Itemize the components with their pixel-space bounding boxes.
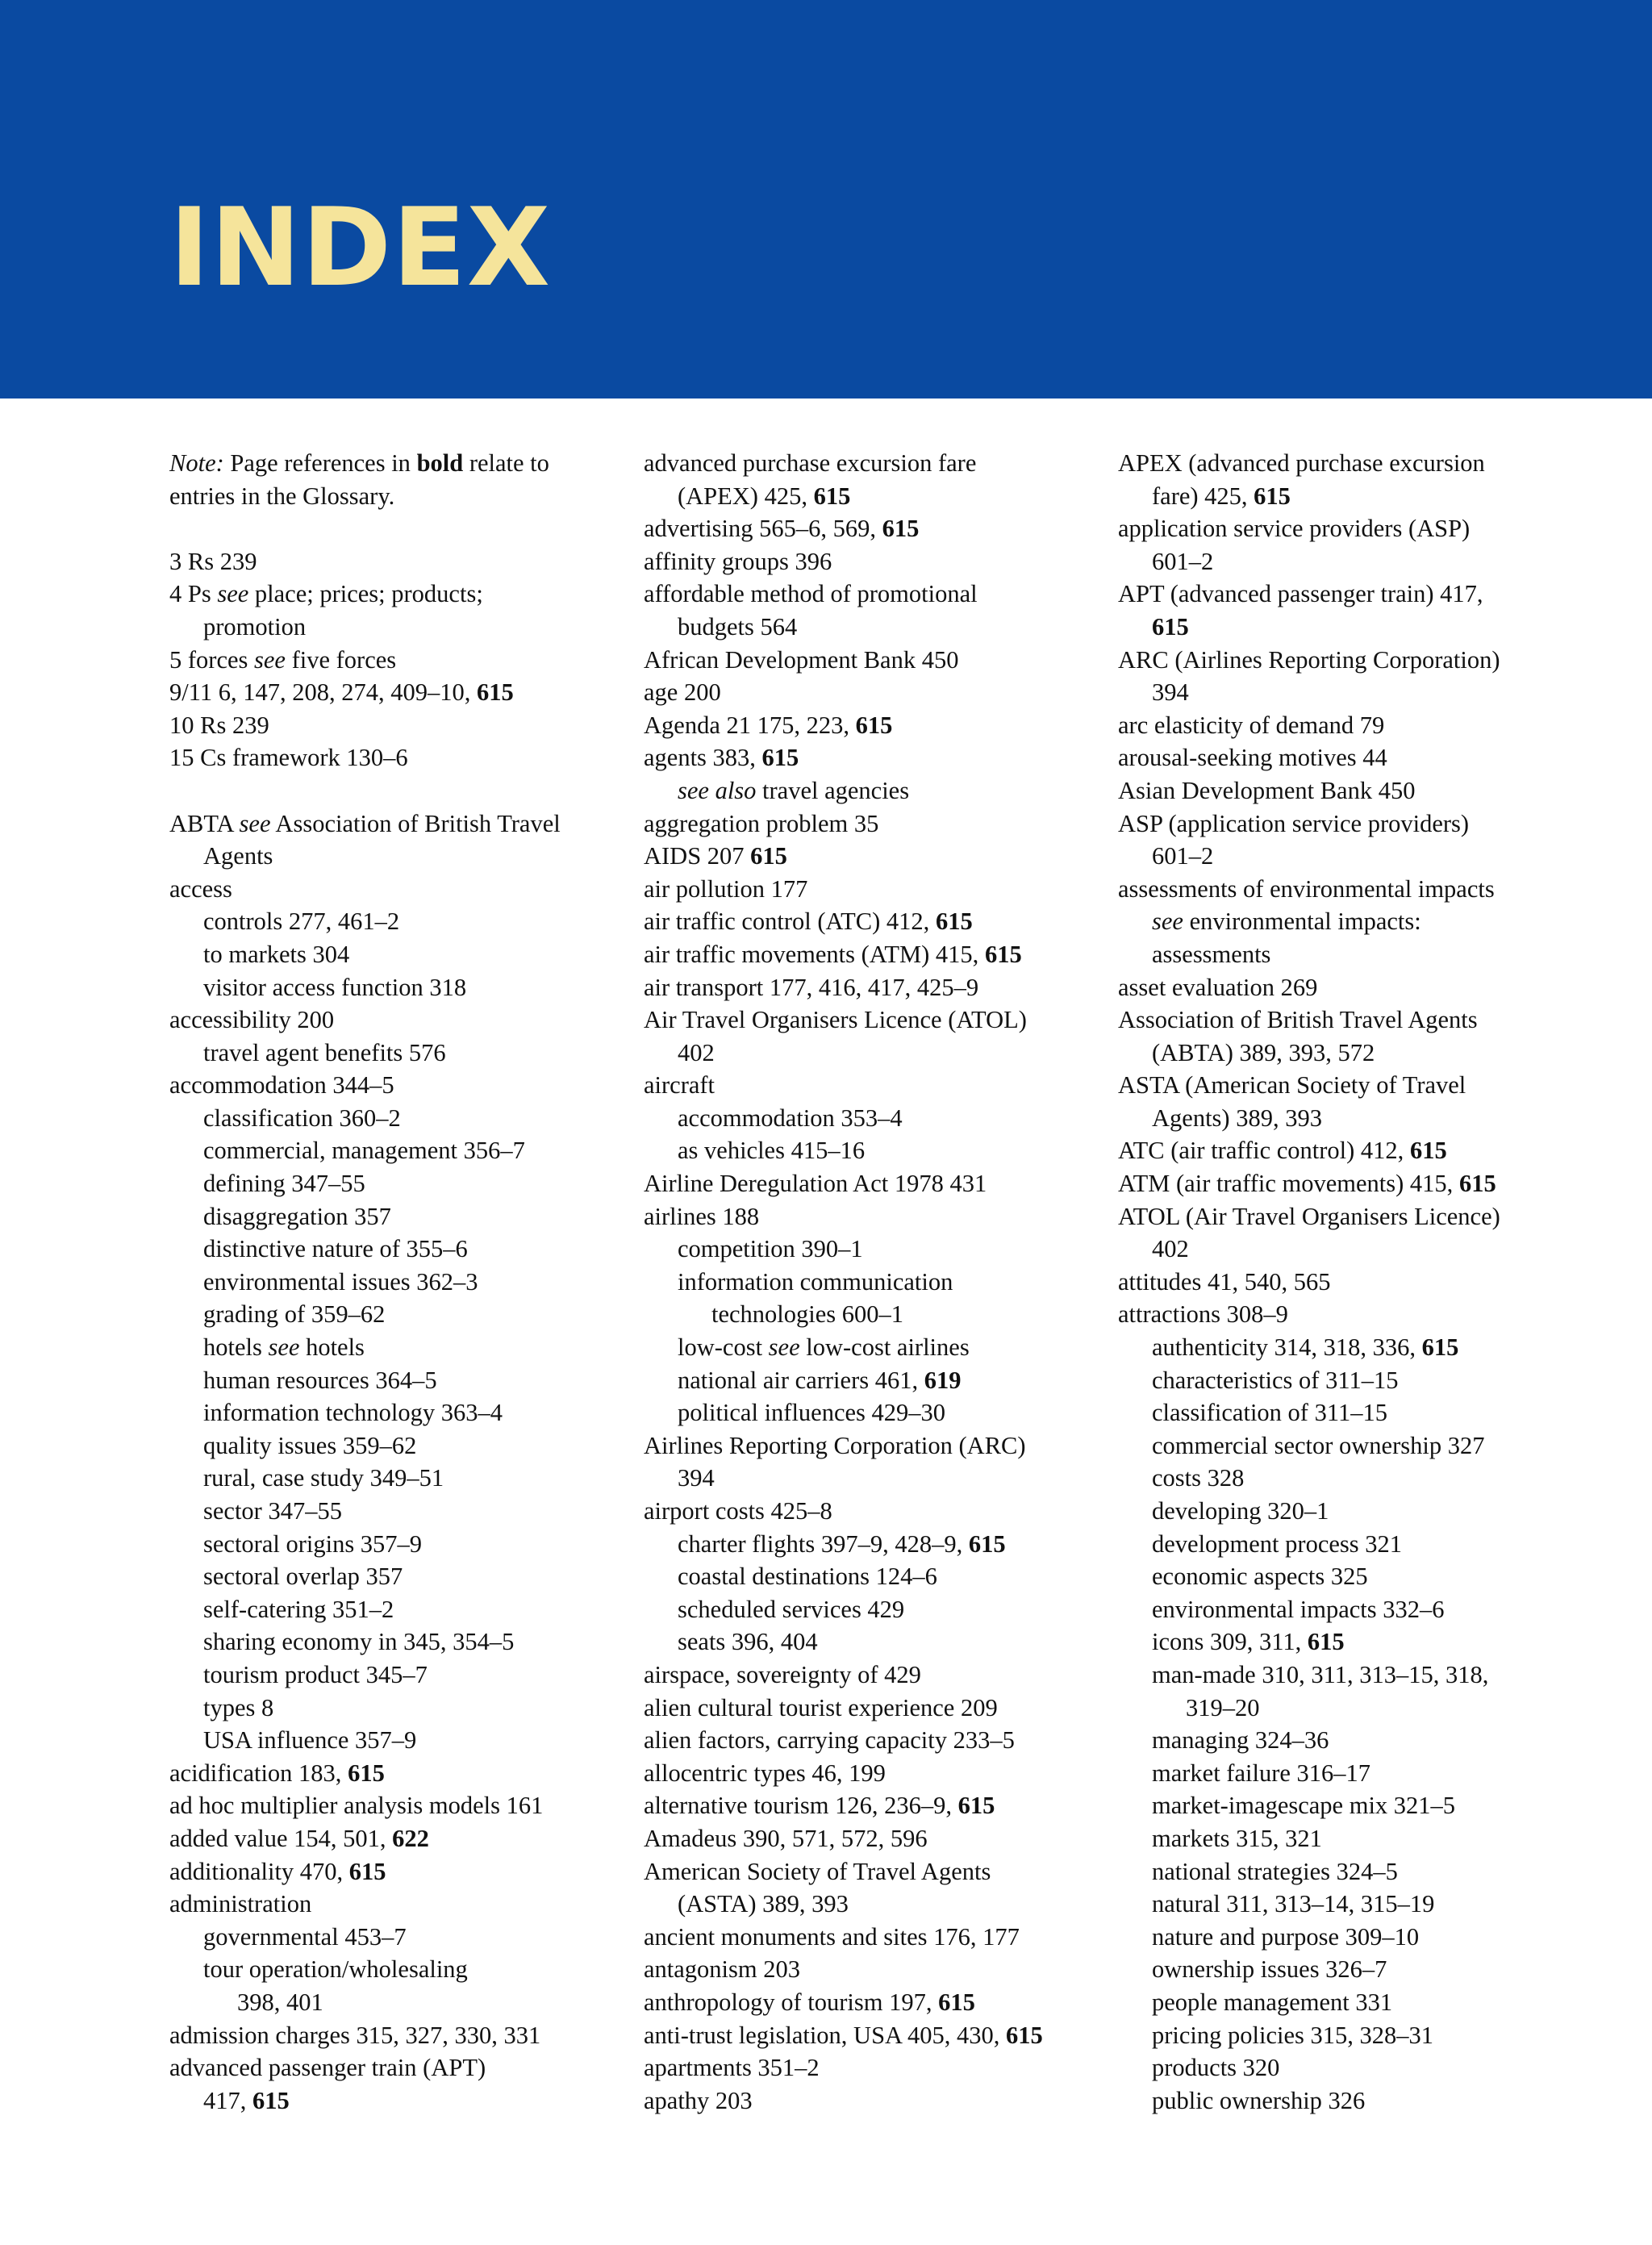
index-subentry bbox=[644, 480, 1095, 513]
index-subentry: seats 396, 404 bbox=[678, 1628, 818, 1656]
index-subentry: sectoral overlap 357 bbox=[203, 1563, 403, 1591]
note-text: Page references in bbox=[223, 449, 417, 477]
cross-reference: see bbox=[768, 1333, 800, 1362]
index-subentry: competition 390–1 bbox=[678, 1235, 863, 1263]
entry-text: fare) 425, bbox=[1152, 482, 1254, 510]
index-subentry: managing 324–36 bbox=[1152, 1726, 1329, 1755]
index-entry bbox=[169, 1855, 621, 1888]
index-entry: APEX (advanced purchase excursion bbox=[1118, 449, 1485, 477]
spacer bbox=[169, 774, 621, 807]
index-entry bbox=[169, 578, 621, 611]
index-entry: air pollution 177 bbox=[644, 874, 808, 903]
index-subentry: development process 321 bbox=[1152, 1529, 1403, 1558]
index-entry: Amadeus 390, 571, 572, 596 bbox=[644, 1824, 928, 1852]
index-entry: airport costs 425–8 bbox=[644, 1497, 832, 1525]
entry-text: travel agencies bbox=[756, 776, 910, 804]
index-subentry: to markets 304 bbox=[203, 940, 350, 968]
index-subentry: political influences 429–30 bbox=[678, 1399, 946, 1427]
cross-reference: see bbox=[254, 645, 286, 674]
index-subentry: sectoral origins 357–9 bbox=[203, 1529, 423, 1558]
entry-text: agents 383, bbox=[644, 744, 762, 772]
note-line bbox=[169, 447, 621, 480]
index-entry: airlines 188 bbox=[644, 1202, 760, 1230]
glossary-page-ref: 615 bbox=[1006, 2021, 1043, 2049]
index-entry: ATOL (Air Travel Organisers Licence) bbox=[1118, 1202, 1500, 1230]
glossary-page-ref: 615 bbox=[348, 1857, 386, 1885]
glossary-page-ref: 615 bbox=[984, 940, 1022, 968]
entry-text: charter flights 397–9, 428–9, bbox=[678, 1529, 969, 1558]
index-subentry: technologies 600–1 bbox=[711, 1300, 904, 1329]
index-entry: ancient monuments and sites 176, 177 bbox=[644, 1922, 1020, 1951]
index-subentry: environmental issues 362–3 bbox=[203, 1267, 478, 1296]
index-entry: administration bbox=[169, 1890, 312, 1918]
index-subentry: Agents) 389, 393 bbox=[1152, 1104, 1322, 1132]
index-entry bbox=[644, 938, 1095, 971]
entry-text: additionality 470, bbox=[169, 1857, 349, 1885]
index-entry bbox=[1118, 1134, 1570, 1167]
index-subentry: man-made 310, 311, 313–15, 318, bbox=[1152, 1660, 1489, 1688]
glossary-page-ref: 615 bbox=[1421, 1333, 1459, 1362]
index-subentry: 402 bbox=[678, 1038, 715, 1066]
index-entry: accessibility 200 bbox=[169, 1006, 335, 1034]
index-entry bbox=[644, 741, 1095, 774]
index-entry: alien cultural tourist experience 209 bbox=[644, 1693, 998, 1721]
index-entry bbox=[169, 1757, 621, 1790]
glossary-page-ref: 622 bbox=[392, 1824, 429, 1852]
glossary-page-ref: 615 bbox=[1254, 482, 1291, 510]
index-column-1 bbox=[169, 447, 621, 2117]
entry-text: advertising 565–6, 569, bbox=[644, 515, 882, 543]
index-subentry bbox=[1118, 1625, 1570, 1659]
index-entry: arousal-seeking motives 44 bbox=[1118, 744, 1387, 772]
glossary-page-ref: 615 bbox=[813, 482, 851, 510]
index-entry bbox=[644, 2019, 1095, 2052]
glossary-page-ref: 615 bbox=[935, 908, 973, 936]
entry-text: 417, bbox=[203, 2086, 252, 2114]
cross-reference: see bbox=[1152, 908, 1183, 936]
entry-text: anti-trust legislation, USA 405, 430, bbox=[644, 2021, 1007, 2049]
index-entry bbox=[1118, 1167, 1570, 1200]
index-entries bbox=[1118, 447, 1570, 2117]
index-entry: Association of British Travel Agents bbox=[1118, 1006, 1478, 1034]
entry-text: Agenda 21 175, 223, bbox=[644, 711, 856, 739]
index-subentry: coastal destinations 124–6 bbox=[678, 1563, 937, 1591]
index-entry: antagonism 203 bbox=[644, 1955, 800, 1984]
index-subentry: market-imagescape mix 321–5 bbox=[1152, 1792, 1456, 1820]
entry-text: Association of British Travel bbox=[270, 809, 561, 837]
index-entry bbox=[644, 709, 1095, 742]
index-entry: allocentric types 46, 199 bbox=[644, 1759, 886, 1787]
index-subentry: market failure 316–17 bbox=[1152, 1759, 1371, 1787]
index-subentry: sharing economy in 345, 354–5 bbox=[203, 1628, 515, 1656]
index-entry bbox=[169, 676, 621, 709]
entry-text: 4 Ps bbox=[169, 580, 218, 608]
entry-text: authenticity 314, 318, 336, bbox=[1152, 1333, 1422, 1362]
spacer bbox=[169, 512, 621, 545]
index-entry: 3 Rs 239 bbox=[169, 547, 257, 575]
note-bold-word: bold bbox=[416, 449, 464, 477]
index-subentry: information technology 363–4 bbox=[203, 1399, 503, 1427]
index-entry: Air Travel Organisers Licence (ATOL) bbox=[644, 1006, 1027, 1034]
glossary-page-ref: 615 bbox=[938, 1988, 975, 2016]
note-label: Note: bbox=[169, 449, 224, 477]
entry-text: hotels bbox=[299, 1333, 365, 1362]
glossary-page-ref: 615 bbox=[761, 744, 799, 772]
index-subentry: distinctive nature of 355–6 bbox=[203, 1235, 468, 1263]
glossary-page-ref: 615 bbox=[750, 842, 787, 870]
index-subentry: accommodation 353–4 bbox=[678, 1104, 903, 1132]
index-entry: aircraft bbox=[644, 1071, 715, 1100]
index-entry: American Society of Travel Agents bbox=[644, 1857, 991, 1885]
index-entry: Airlines Reporting Corporation (ARC) bbox=[644, 1431, 1026, 1459]
index-subentry: ownership issues 326–7 bbox=[1152, 1955, 1387, 1984]
index-subentry bbox=[644, 1331, 1095, 1364]
index-entry bbox=[644, 512, 1095, 545]
index-entry bbox=[169, 644, 621, 677]
index-subentry: (ASTA) 389, 393 bbox=[678, 1890, 849, 1918]
index-subentry bbox=[644, 774, 1095, 807]
glossary-page-ref: 619 bbox=[924, 1366, 962, 1394]
index-subentry: 398, 401 bbox=[237, 1988, 323, 2016]
index-subentry: disaggregation 357 bbox=[203, 1202, 391, 1230]
index-subentry: people management 331 bbox=[1152, 1988, 1393, 2016]
index-entry: asset evaluation 269 bbox=[1118, 973, 1318, 1001]
index-entry bbox=[644, 1789, 1095, 1822]
glossary-page-ref: 615 bbox=[348, 1759, 385, 1787]
index-entry: ASP (application service providers) bbox=[1118, 809, 1470, 837]
index-entry: air transport 177, 416, 417, 425–9 bbox=[644, 973, 979, 1001]
index-subentry: characteristics of 311–15 bbox=[1152, 1366, 1399, 1394]
index-entries bbox=[644, 447, 1095, 2117]
index-subentry: costs 328 bbox=[1152, 1464, 1245, 1492]
index-entry: African Development Bank 450 bbox=[644, 645, 959, 674]
index-subentry bbox=[644, 1364, 1095, 1397]
index-subentry: 402 bbox=[1152, 1235, 1189, 1263]
index-subentry: types 8 bbox=[203, 1693, 274, 1721]
entry-text: low-cost airlines bbox=[799, 1333, 970, 1362]
index-subentry: economic aspects 325 bbox=[1152, 1563, 1368, 1591]
index-entry bbox=[169, 807, 621, 841]
index-subentry: travel agent benefits 576 bbox=[203, 1038, 446, 1066]
entry-text: icons 309, 311, bbox=[1152, 1628, 1308, 1656]
index-entry: accommodation 344–5 bbox=[169, 1071, 394, 1100]
index-subentry: (ABTA) 389, 393, 572 bbox=[1152, 1038, 1375, 1066]
index-entry: attitudes 41, 540, 565 bbox=[1118, 1267, 1331, 1296]
index-entry: affordable method of promotional bbox=[644, 580, 978, 608]
entry-text: (APEX) 425, bbox=[678, 482, 814, 510]
entry-text: five forces bbox=[285, 645, 397, 674]
index-subentry: developing 320–1 bbox=[1152, 1497, 1329, 1525]
index-subentry bbox=[169, 1331, 621, 1364]
entry-text: anthropology of tourism 197, bbox=[644, 1988, 939, 2016]
note-line: entries in the Glossary. bbox=[169, 482, 395, 510]
index-subentry: 394 bbox=[678, 1464, 715, 1492]
index-subentry bbox=[1118, 1331, 1570, 1364]
index-subentry: commercial sector ownership 327 bbox=[1152, 1431, 1485, 1459]
cross-reference: see bbox=[239, 809, 271, 837]
entry-text: 5 forces bbox=[169, 645, 255, 674]
glossary-page-ref: 615 bbox=[1409, 1137, 1447, 1165]
index-entry bbox=[644, 1986, 1095, 2019]
cross-reference: see also bbox=[678, 776, 757, 804]
header-banner bbox=[0, 0, 1652, 399]
index-entry: age 200 bbox=[644, 678, 721, 707]
index-subentry: controls 277, 461–2 bbox=[203, 908, 400, 936]
cross-reference: see bbox=[217, 580, 249, 608]
index-entry: APT (advanced passenger train) 417, bbox=[1118, 580, 1483, 608]
entry-text: air traffic movements (ATM) 415, bbox=[644, 940, 985, 968]
entry-text: low-cost bbox=[678, 1333, 769, 1362]
glossary-page-ref: 615 bbox=[1307, 1628, 1345, 1656]
index-subentry: USA influence 357–9 bbox=[203, 1726, 417, 1755]
index-entry bbox=[169, 1822, 621, 1855]
cross-reference: see bbox=[268, 1333, 300, 1362]
entry-text: air traffic control (ATC) 412, bbox=[644, 908, 936, 936]
index-entry: application service providers (ASP) bbox=[1118, 515, 1471, 543]
index-subentry bbox=[1118, 905, 1570, 938]
entry-text: 9/11 6, 147, 208, 274, 409–10, bbox=[169, 678, 477, 707]
index-subentry: public ownership 326 bbox=[1152, 2086, 1366, 2114]
entry-text: ATM (air traffic movements) 415, bbox=[1118, 1170, 1459, 1198]
glossary-page-ref: 615 bbox=[1458, 1170, 1496, 1198]
index-subentry: tour operation/wholesaling bbox=[203, 1955, 468, 1984]
index-subentry: 601–2 bbox=[1152, 842, 1214, 870]
index-entry: arc elasticity of demand 79 bbox=[1118, 711, 1385, 739]
index-subentry: 319–20 bbox=[1186, 1693, 1260, 1721]
index-subentry: national strategies 324–5 bbox=[1152, 1857, 1398, 1885]
glossary-page-ref: 615 bbox=[1152, 612, 1189, 641]
index-subentry: as vehicles 415–16 bbox=[678, 1137, 866, 1165]
index-entry: Asian Development Bank 450 bbox=[1118, 776, 1416, 804]
index-subentry bbox=[1118, 611, 1570, 644]
index-subentry: Agents bbox=[203, 842, 273, 870]
glossary-page-ref: 615 bbox=[968, 1529, 1006, 1558]
index-entry: 10 Rs 239 bbox=[169, 711, 269, 739]
index-entry: apartments 351–2 bbox=[644, 2054, 820, 2082]
entry-text: national air carriers 461, bbox=[678, 1366, 924, 1394]
index-subentry: commercial, management 356–7 bbox=[203, 1137, 525, 1165]
index-subentry: self-catering 351–2 bbox=[203, 1595, 394, 1623]
index-subentry: rural, case study 349–51 bbox=[203, 1464, 444, 1492]
index-entry: Airline Deregulation Act 1978 431 bbox=[644, 1170, 987, 1198]
entry-text: ATC (air traffic control) 412, bbox=[1118, 1137, 1410, 1165]
index-entry: attractions 308–9 bbox=[1118, 1300, 1288, 1329]
index-entry: aggregation problem 35 bbox=[644, 809, 879, 837]
index-entry: alien factors, carrying capacity 233–5 bbox=[644, 1726, 1015, 1755]
index-entry: access bbox=[169, 874, 232, 903]
entry-text: ABTA bbox=[169, 809, 240, 837]
page-title: INDEX bbox=[169, 185, 552, 311]
index-subentry: environmental impacts 332–6 bbox=[1152, 1595, 1445, 1623]
index-entry: assessments of environmental impacts bbox=[1118, 874, 1495, 903]
index-subentry: scheduled services 429 bbox=[678, 1595, 905, 1623]
note-text: relate to bbox=[463, 449, 549, 477]
index-subentry: assessments bbox=[1152, 940, 1271, 968]
index-entry: advanced purchase excursion fare bbox=[644, 449, 977, 477]
index-entry bbox=[644, 840, 1095, 873]
glossary-page-ref: 615 bbox=[252, 2086, 290, 2114]
entry-text: AIDS 207 bbox=[644, 842, 751, 870]
index-entry bbox=[644, 905, 1095, 938]
index-subentry: information communication bbox=[678, 1267, 953, 1296]
index-entry: airspace, sovereignty of 429 bbox=[644, 1660, 921, 1688]
index-subentry: sector 347–55 bbox=[203, 1497, 342, 1525]
index-entry: apathy 203 bbox=[644, 2086, 753, 2114]
index-subentry: human resources 364–5 bbox=[203, 1366, 437, 1394]
index-column-2 bbox=[644, 447, 1095, 2117]
index-subentry: classification 360–2 bbox=[203, 1104, 401, 1132]
index-entry: advanced passenger train (APT) bbox=[169, 2054, 486, 2082]
index-subentry bbox=[644, 1528, 1095, 1561]
entry-text: environmental impacts: bbox=[1183, 908, 1421, 936]
index-subentry: 394 bbox=[1152, 678, 1189, 707]
index-subentry: visitor access function 318 bbox=[203, 973, 467, 1001]
index-subentry: tourism product 345–7 bbox=[203, 1660, 428, 1688]
index-entries bbox=[169, 545, 621, 2118]
entry-text: alternative tourism 126, 236–9, bbox=[644, 1792, 958, 1820]
entry-text: place; prices; products; bbox=[248, 580, 483, 608]
index-entry: admission charges 315, 327, 330, 331 bbox=[169, 2021, 541, 2049]
index-subentry: classification of 311–15 bbox=[1152, 1399, 1387, 1427]
index-subentry: natural 311, 313–14, 315–19 bbox=[1152, 1890, 1435, 1918]
index-subentry bbox=[1118, 480, 1570, 513]
entry-text: acidification 183, bbox=[169, 1759, 348, 1787]
index-subentry: defining 347–55 bbox=[203, 1170, 365, 1198]
glossary-page-ref: 615 bbox=[476, 678, 514, 707]
glossary-page-ref: 615 bbox=[957, 1792, 995, 1820]
index-subentry: quality issues 359–62 bbox=[203, 1431, 417, 1459]
index-entry: 15 Cs framework 130–6 bbox=[169, 744, 408, 772]
index-subentry: budgets 564 bbox=[678, 612, 798, 641]
index-entry: ARC (Airlines Reporting Corporation) bbox=[1118, 645, 1500, 674]
index-subentry: promotion bbox=[203, 612, 307, 641]
index-subentry: grading of 359–62 bbox=[203, 1300, 386, 1329]
glossary-page-ref: 615 bbox=[882, 515, 920, 543]
index-subentry: nature and purpose 309–10 bbox=[1152, 1922, 1420, 1951]
entry-text: added value 154, 501, bbox=[169, 1824, 393, 1852]
index-subentry: 601–2 bbox=[1152, 547, 1214, 575]
index-entry: ad hoc multiplier analysis models 161 bbox=[169, 1792, 544, 1820]
index-subentry: pricing policies 315, 328–31 bbox=[1152, 2021, 1434, 2049]
index-subentry bbox=[169, 2084, 621, 2118]
index-subentry: products 320 bbox=[1152, 2054, 1280, 2082]
index-column-3 bbox=[1118, 447, 1570, 2117]
index-entry: ASTA (American Society of Travel bbox=[1118, 1071, 1466, 1100]
index-subentry: governmental 453–7 bbox=[203, 1922, 407, 1951]
entry-text: hotels bbox=[203, 1333, 269, 1362]
glossary-page-ref: 615 bbox=[855, 711, 893, 739]
index-entry: affinity groups 396 bbox=[644, 547, 832, 575]
index-subentry: markets 315, 321 bbox=[1152, 1824, 1322, 1852]
